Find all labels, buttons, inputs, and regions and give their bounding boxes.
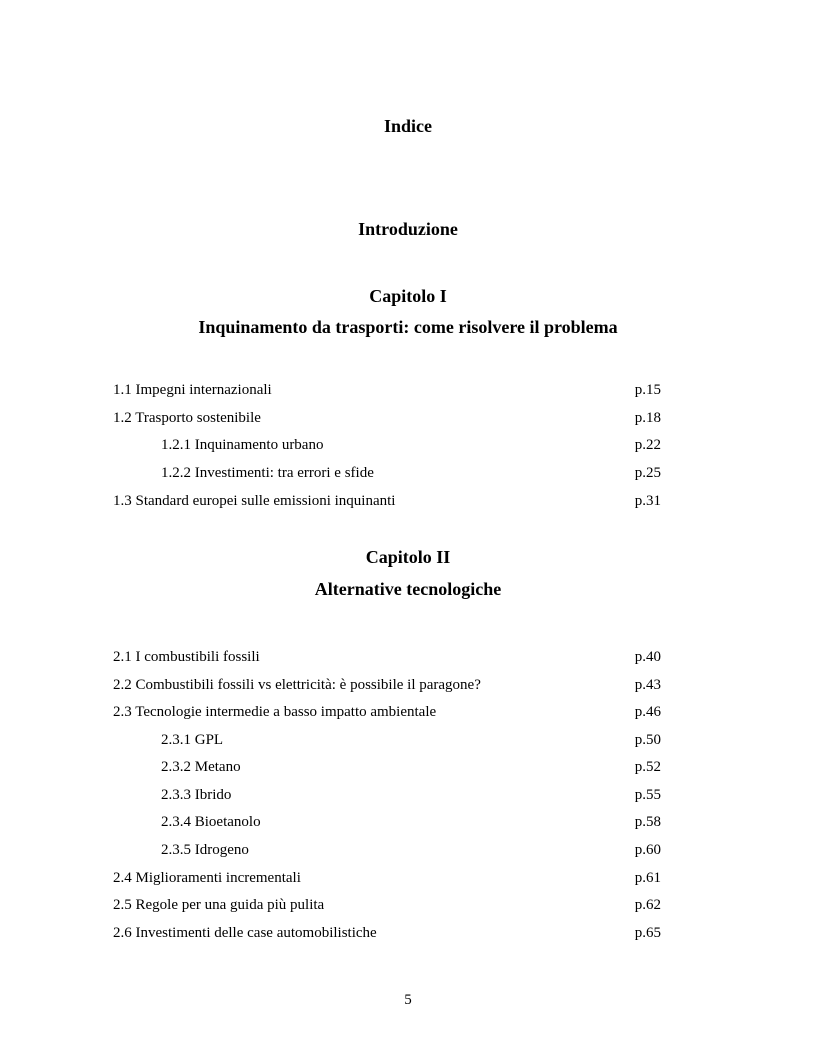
toc-entry[interactable] <box>113 674 661 696</box>
toc-entry[interactable] <box>113 646 661 668</box>
toc-entry-page: p.18 <box>634 410 661 426</box>
toc-entry-page: p.43 <box>634 677 661 693</box>
toc-subentry[interactable] <box>161 729 661 751</box>
toc-entry-page: p.15 <box>634 382 661 398</box>
toc-entry[interactable] <box>113 922 661 944</box>
toc-subentry[interactable] <box>161 434 661 456</box>
toc-subentry[interactable] <box>161 756 661 778</box>
toc-entry[interactable] <box>113 407 661 429</box>
toc-entry-page: p.65 <box>634 925 661 941</box>
toc-entry-label: 2.2 Combustibili fossili vs elettricità: è possibile il paragone? <box>113 677 481 693</box>
toc-entry-label: 2.3.2 Metano <box>161 759 241 775</box>
toc-subentry[interactable] <box>161 462 661 484</box>
toc-entry-page: p.62 <box>634 897 661 913</box>
toc-entry-label: 2.4 Miglioramenti incrementali <box>113 870 301 886</box>
toc-entry-label: 2.1 I combustibili fossili <box>113 649 260 665</box>
toc-entry-page: p.31 <box>634 493 661 509</box>
toc-entry-label: 1.2 Trasporto sostenibile <box>113 410 261 426</box>
toc-entry[interactable] <box>113 867 661 889</box>
chapter1-subtitle: Inquinamento da trasporti: come risolvere il problema <box>198 317 618 337</box>
toc-subentry[interactable] <box>161 839 661 861</box>
toc-entry[interactable] <box>113 894 661 916</box>
toc-subentry[interactable] <box>161 784 661 806</box>
intro-title[interactable]: Introduzione <box>358 219 458 239</box>
toc-entry-label: 2.3.3 Ibrido <box>161 787 232 803</box>
chapter1-heading: Capitolo I <box>369 286 447 306</box>
toc-entry-page: p.52 <box>634 759 661 775</box>
toc-entry-page: p.58 <box>634 814 661 830</box>
toc-subentry[interactable] <box>161 811 661 833</box>
toc-entry-label: 2.3 Tecnologie intermedie a basso impatto ambientale <box>113 704 437 720</box>
toc-entry[interactable] <box>113 490 661 512</box>
page-number: 5 <box>404 992 412 1008</box>
toc-entry-label: 2.3.4 Bioetanolo <box>161 814 261 830</box>
toc-entry-page: p.55 <box>634 787 661 803</box>
toc-entry[interactable] <box>113 379 661 401</box>
toc-entry-page: p.50 <box>634 732 661 748</box>
toc-entry-label: 2.3.1 GPL <box>161 732 224 748</box>
toc-entry-label: 1.2.2 Investimenti: tra errori e sfide <box>161 465 374 481</box>
toc-entry-label: 2.6 Investimenti delle case automobilistiche <box>113 925 377 941</box>
toc-entry[interactable] <box>113 701 661 723</box>
chapter2-heading: Capitolo II <box>365 547 451 567</box>
toc-entry-label: 1.1 Impegni internazionali <box>113 382 272 398</box>
toc-entry-page: p.61 <box>634 870 661 886</box>
index-title: Indice <box>383 116 432 136</box>
toc-entry-label: 1.3 Standard europei sulle emissioni inquinanti <box>113 493 396 509</box>
toc-entry-label: 2.5 Regole per una guida più pulita <box>113 897 325 913</box>
toc-entry-page: p.40 <box>634 649 661 665</box>
toc-entry-page: p.25 <box>634 465 661 481</box>
toc-entry-page: p.46 <box>634 704 661 720</box>
toc-entry-page: p.22 <box>634 437 661 453</box>
toc-entry-label: 1.2.1 Inquinamento urbano <box>161 437 324 453</box>
chapter2-subtitle: Alternative tecnologiche <box>314 579 502 599</box>
toc-entry-label: 2.3.5 Idrogeno <box>161 842 249 858</box>
toc-entry-page: p.60 <box>634 842 661 858</box>
